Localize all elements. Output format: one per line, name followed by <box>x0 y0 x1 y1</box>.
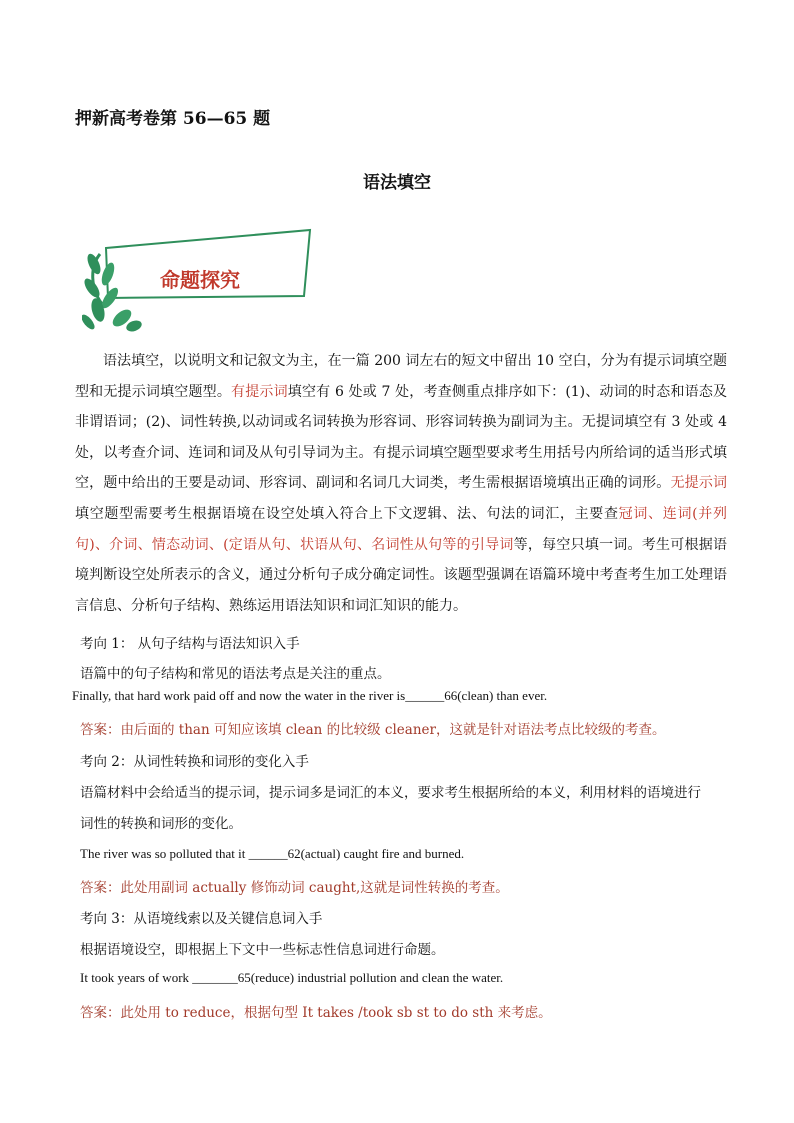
intro-highlight-2: 无提示词 <box>670 475 728 492</box>
topic-banner <box>82 226 312 336</box>
section-2-desc-2: 词性的转换和词形的变化。 <box>80 816 242 832</box>
intro-paragraph <box>75 346 727 621</box>
section-1-heading: 考向 1： 从句子结构与语法知识入手 <box>80 636 300 652</box>
section-2-desc-1: 语篇材料中会给适当的提示词，提示词多是词汇的本义，要求考生根据所给的本义，利用材料的语境进行 <box>80 785 701 801</box>
intro-text-3: 填空题型需要考生根据语境在设空处填入符合上下文逻辑、法、句法的词汇，主要查 <box>75 505 619 522</box>
intro-highlight-3: 冠词、连词(并列句)、介词、情态动词、(定语从句、状语从句、名词性从句等的引导词 <box>75 505 727 553</box>
section-2-heading: 考向 2：从词性转换和词形的变化入手 <box>80 754 309 770</box>
section-3-example: It took years of work _______65(reduce) industrial pollution and clean the water. <box>80 970 504 985</box>
section-3-heading: 考向 3：从语境线索以及关键信息词入手 <box>80 911 323 927</box>
intro-text-1: 语法填空，以说明文和记叙文为主，在一篇 200 词左右的短文中留出 10 空白，分为有提示词填空题型和无提示词填空题型。 <box>75 353 727 400</box>
banner-label: 命题探究 <box>160 268 240 292</box>
section-title: 语法填空 <box>363 173 431 193</box>
intro-highlight-1: 有提示词 <box>231 383 288 400</box>
section-1-desc: 语篇中的句子结构和常见的语法考点是关注的重点。 <box>80 666 391 682</box>
section-1-example: Finally, that hard work paid off and now the water in the river is______66(clean) than ever. <box>72 688 548 703</box>
section-2-example: The river was so polluted that it ______62(actual) caught fire and burned. <box>80 846 465 861</box>
intro-text-2: 填空有 6 处或 7 处，考查侧重点排序如下：(1)、动词的时态和语态及非谓语词；(2)、词性转换,以动词或名词转换为形容词、形容词转换为副词为主。无提词填空有 3 处或 4 处，以考查介词、连词和词及从句引导词为主。有提示词填空题型要求考生用括号内所给词的适当形式填空，题中给出的王要是动词、形容词、副词和名词几大词类，考生需根据语境填出正确的词形。 <box>75 383 728 492</box>
section-2-answer: 答案：此处用副词 actually 修饰动词 caught,这就是词性转换的考查。 <box>80 880 509 896</box>
section-3-answer: 答案：此处用 to reduce，根据句型 It takes /took sb st to do sth 来考虑。 <box>80 1005 552 1021</box>
section-1-answer: 答案：由后面的 than 可知应该填 clean 的比较级 cleaner，这就是针对语法考点比较级的考查。 <box>80 722 666 738</box>
document-title: 押新高考卷第 56—65 题 <box>75 109 271 129</box>
section-3-desc: 根据语境设空，即根据上下文中一些标志性信息词进行命题。 <box>80 942 445 958</box>
intro-text-4: 等，每空只填一词。考生可根据语境判断设空处所表示的含义，通过分析句子成分确定词性。该题型强调在语篇环境中考查考生加工处理语言信息、分析句子结构、熟练运用语法知识和词汇知识的能力。 <box>75 536 727 614</box>
